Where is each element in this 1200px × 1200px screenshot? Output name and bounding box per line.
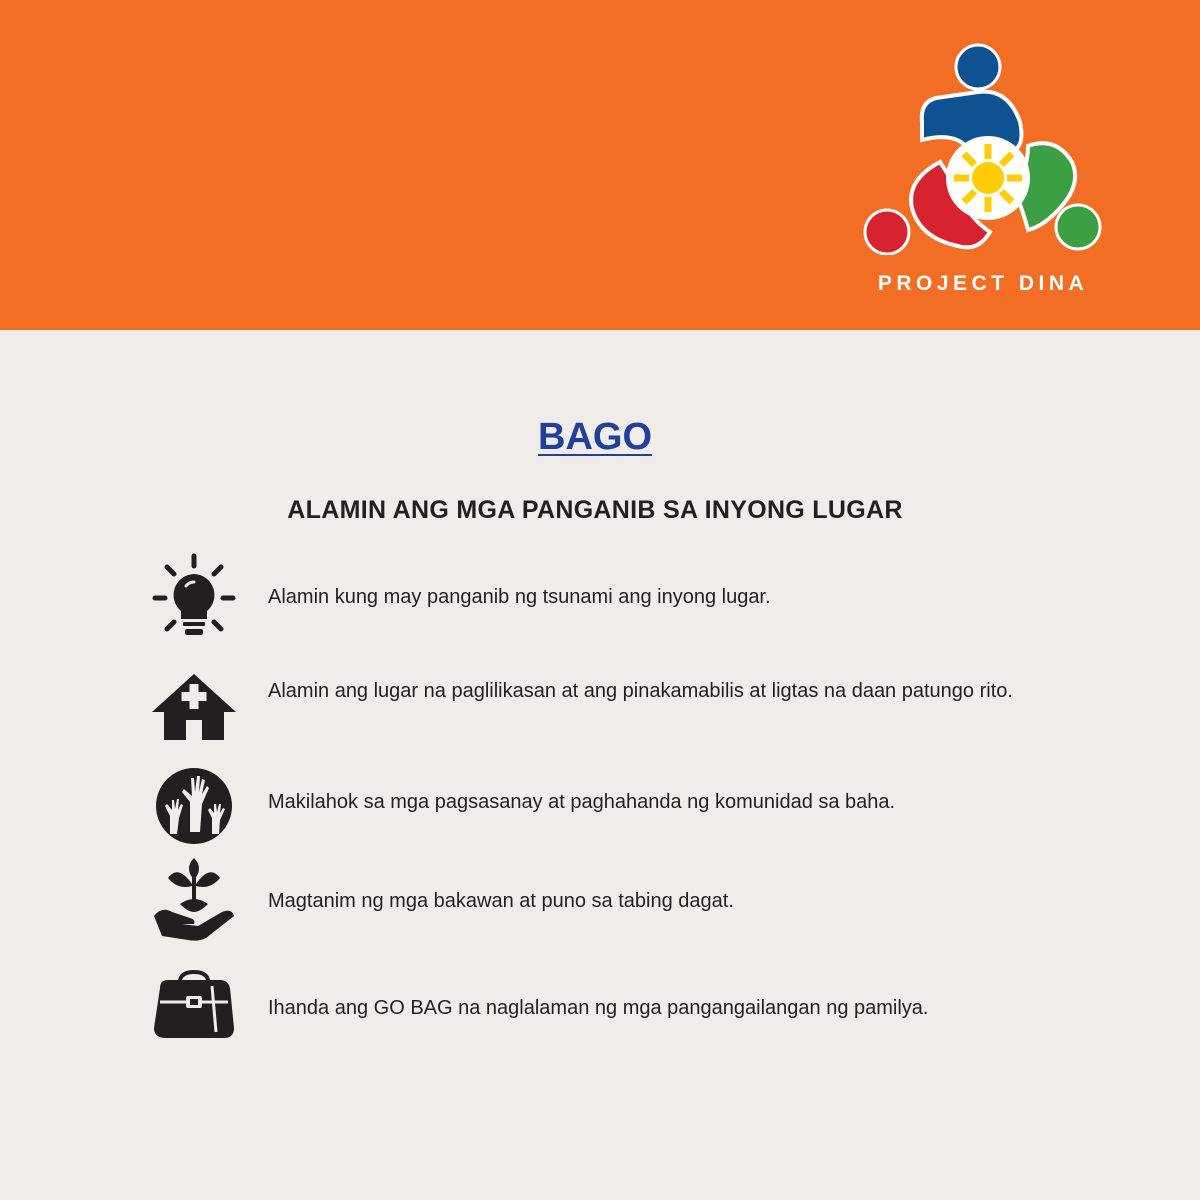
evacuation-house-icon: [150, 668, 238, 756]
plant-in-hand-icon: [150, 856, 238, 944]
header-banner: [0, 0, 1200, 330]
list-item-text: Alamin ang lugar na paglilikasan at ang pinakamabilis at ligtas na daan patungo rito.: [268, 680, 1013, 702]
page-subtitle: ALAMIN ANG MGA PANGANIB SA INYONG LUGAR: [287, 496, 903, 524]
brand-name: PROJECT DINA: [877, 272, 1089, 295]
list-item-text: Ihanda ang GO BAG na naglalaman ng mga pangangailangan ng pamilya.: [268, 997, 929, 1019]
list-item-text: Makilahok sa mga pagsasanay at paghahanda ng komunidad sa baha.: [268, 791, 896, 813]
lightbulb-icon: [150, 552, 238, 640]
go-bag-icon: [150, 966, 238, 1054]
raised-hands-icon: [150, 762, 238, 850]
page-title: BAGO: [538, 416, 652, 458]
list-item-text: Alamin kung may panganib ng tsunami ang inyong lugar.: [268, 586, 771, 608]
list-item-text: Magtanim ng mga bakawan at puno sa tabing dagat.: [268, 890, 734, 912]
project-dina-logo-icon: [860, 40, 1105, 255]
